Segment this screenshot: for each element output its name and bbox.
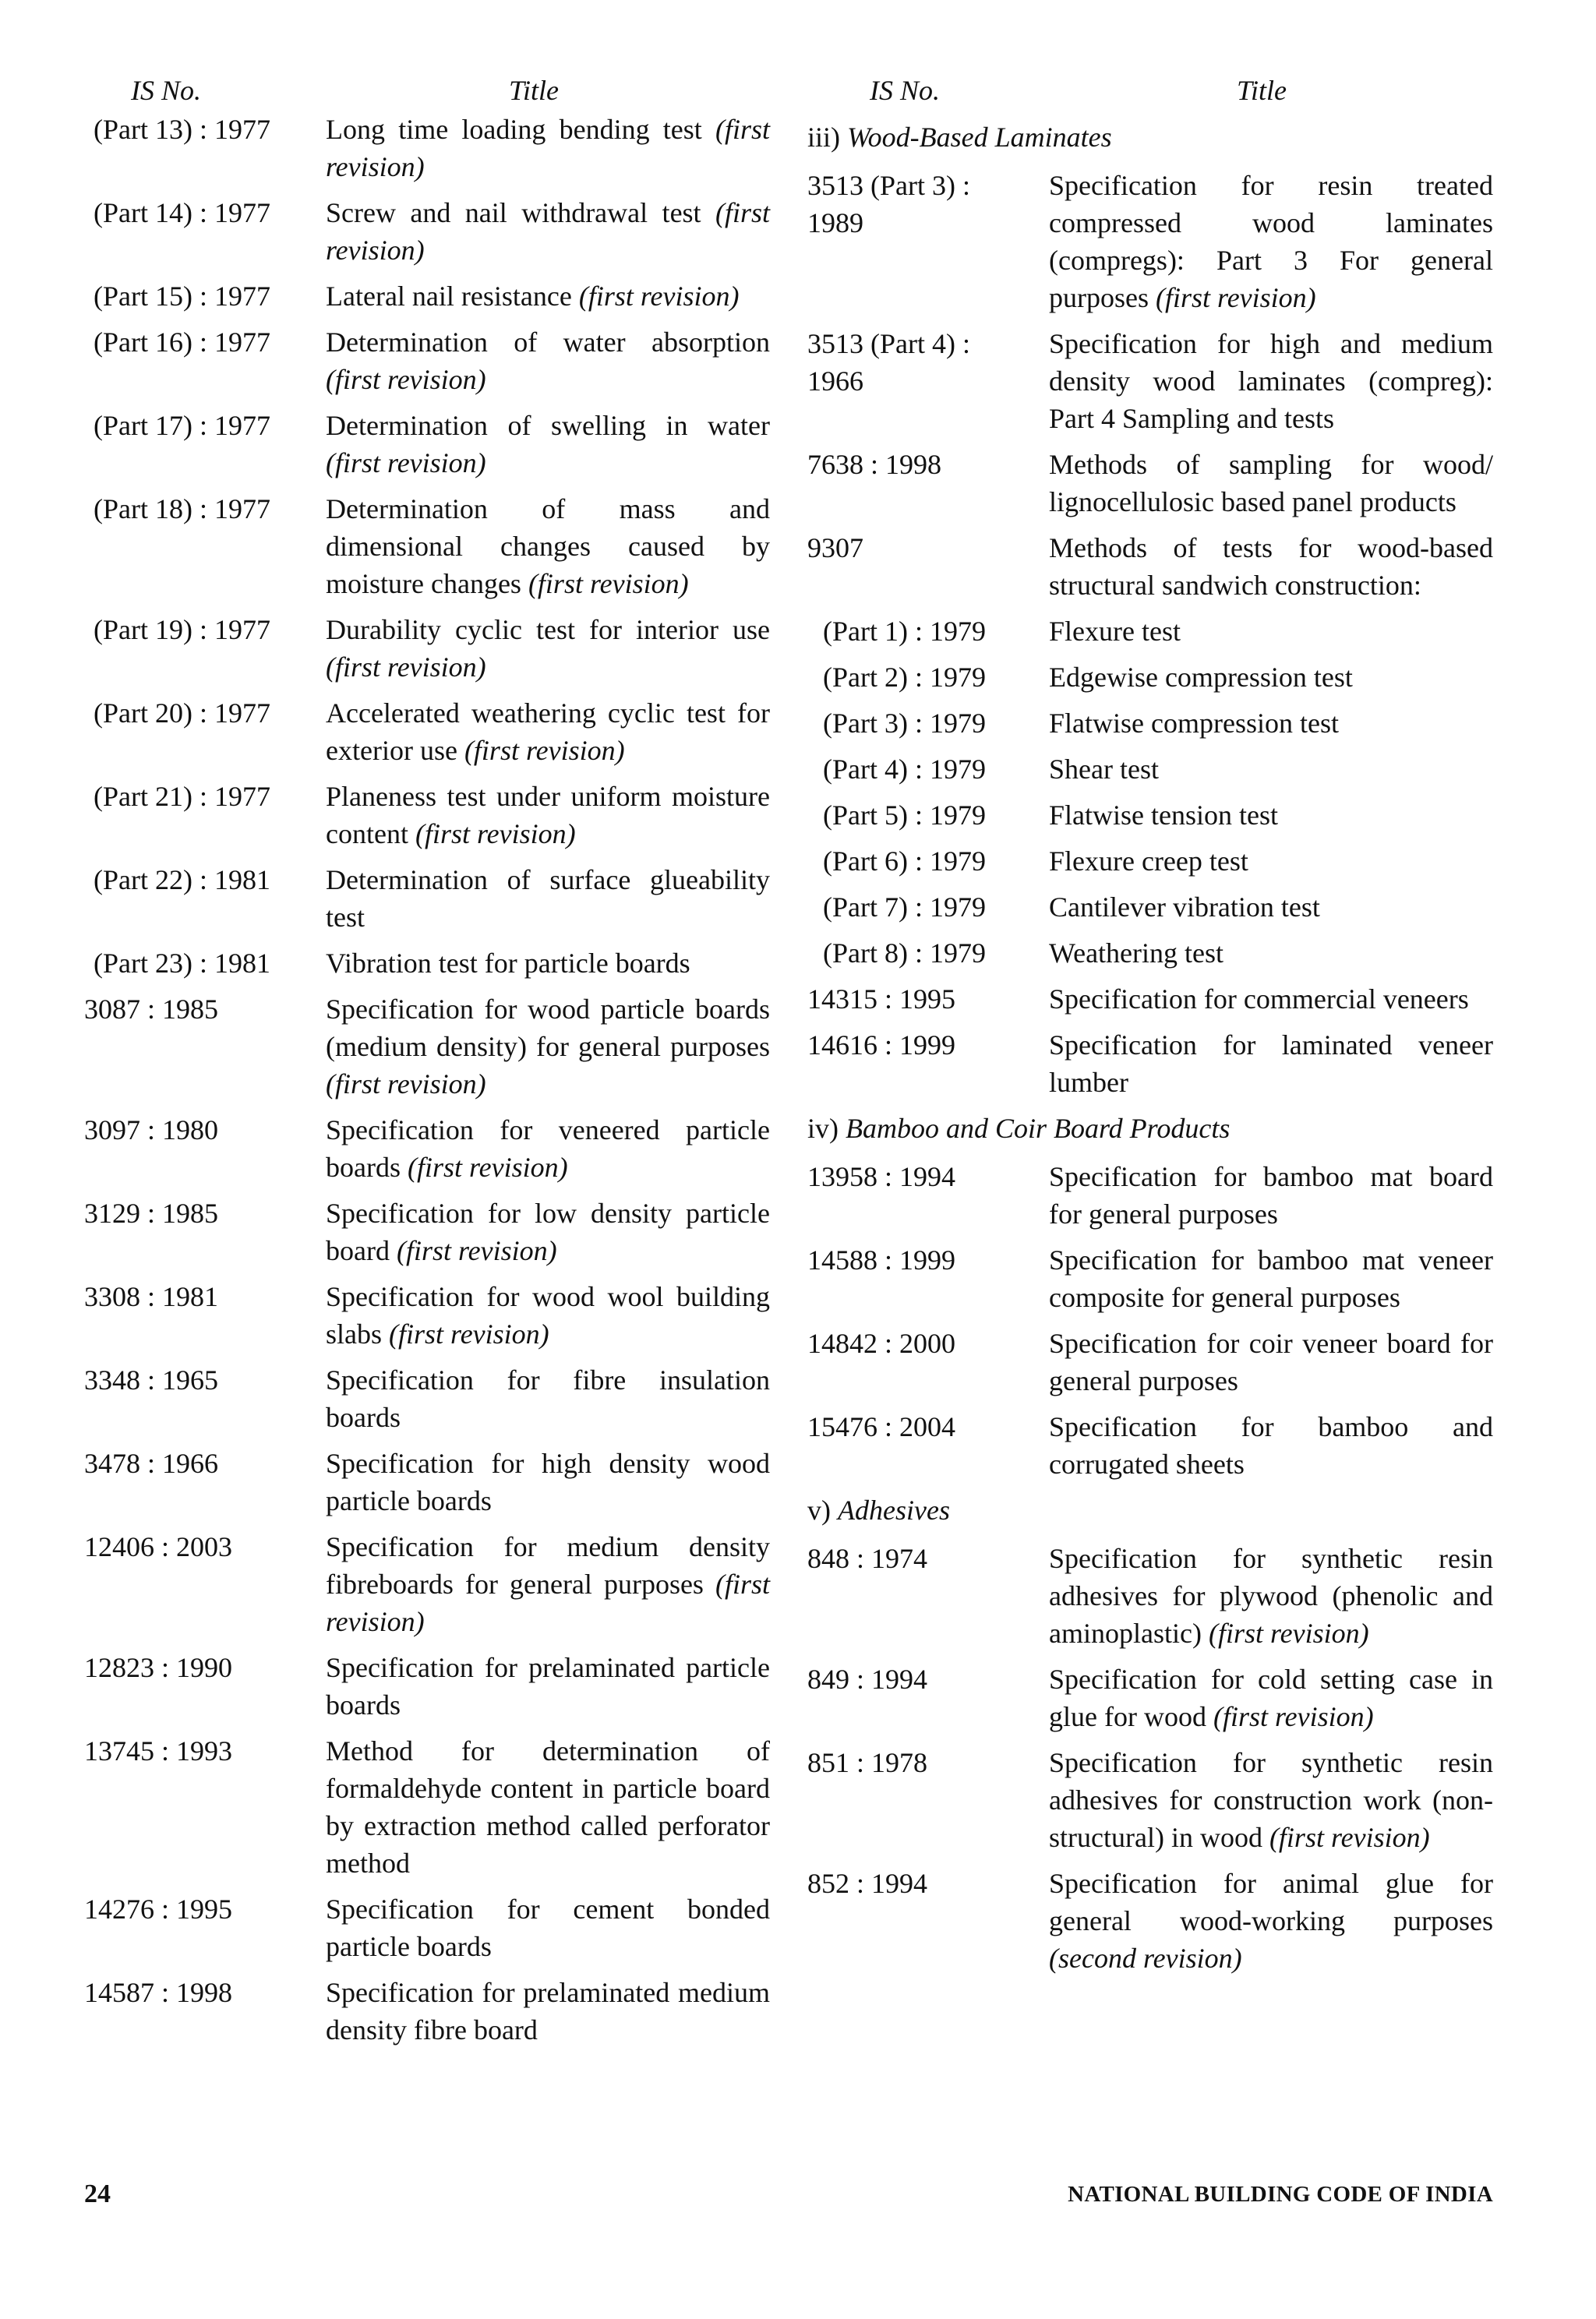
standard-number: 3478 : 1966 <box>84 1448 219 1479</box>
standard-number: 3513 (Part 3) : 1989 <box>807 170 970 238</box>
standard-title <box>1049 658 1493 696</box>
standard-entry <box>84 1890 770 1965</box>
revision-note: (first revision) <box>326 447 486 478</box>
standard-number: 3129 : 1985 <box>84 1198 219 1229</box>
standard-number: (Part 14) : 1977 <box>94 197 270 228</box>
standard-entry <box>84 1974 770 2049</box>
revision-note: (first revision) <box>326 364 486 395</box>
standard-number: (Part 6) : 1979 <box>823 845 986 877</box>
section-number: iv) <box>807 1113 839 1144</box>
standard-title <box>1049 1540 1493 1652</box>
standard-entry <box>807 888 1493 926</box>
title-heading: Title <box>509 75 560 106</box>
standard-title <box>1049 1158 1493 1233</box>
standard-title <box>1049 446 1493 521</box>
revision-note: (first revision) <box>1156 282 1316 313</box>
section-heading <box>807 118 1493 156</box>
section-number: v) <box>807 1495 831 1526</box>
standard-number: 14842 : 2000 <box>807 1328 956 1359</box>
standard-title-text: Flexure creep test <box>1049 845 1248 877</box>
standard-title <box>326 194 770 269</box>
standard-title <box>326 944 770 982</box>
standard-entry <box>807 529 1493 604</box>
revision-note: (first revision) <box>326 114 771 182</box>
standard-title <box>326 1649 770 1724</box>
standard-title <box>326 490 770 602</box>
standard-number: 3308 : 1981 <box>84 1281 219 1312</box>
standard-number: 848 : 1974 <box>807 1543 928 1574</box>
standard-title <box>1049 1241 1493 1316</box>
standard-title <box>326 1732 770 1882</box>
left-standards-list <box>84 111 770 2049</box>
standard-number: 14616 : 1999 <box>807 1029 956 1061</box>
standard-title <box>1049 934 1493 972</box>
revision-note: (first revision) <box>1208 1618 1369 1649</box>
standard-title-text: Methods of sampling for wood/ lignocellulosic based panel products <box>1049 449 1493 517</box>
standard-title-text: Specification for cold setting case in glue for wood <box>1049 1664 1493 1732</box>
standard-title <box>1049 842 1493 880</box>
standard-entry <box>84 944 770 982</box>
standard-entry <box>807 980 1493 1018</box>
standard-title-text: Specification for medium density fibreboards for general purposes <box>326 1531 770 1600</box>
standard-title-text: Specification for cement bonded particle boards <box>326 1894 770 1962</box>
standard-entry <box>807 1744 1493 1856</box>
standard-entry <box>807 167 1493 316</box>
standard-title-text: Specification for resin treated compressed wood laminates (compregs): Part 3 For general purposes <box>1049 170 1493 313</box>
standard-number: (Part 21) : 1977 <box>94 781 270 812</box>
standard-number: (Part 23) : 1981 <box>94 948 270 979</box>
standard-entry <box>84 1195 770 1269</box>
standard-title <box>1049 167 1493 316</box>
standard-title-text: Specification for commercial veneers <box>1049 983 1469 1015</box>
standard-entry <box>807 1158 1493 1233</box>
standard-entry <box>807 1325 1493 1400</box>
standard-title-text: Specification for fibre insulation boards <box>326 1364 770 1433</box>
standard-title-text: Specification for synthetic resin adhesives for construction work (non-structural) in wood <box>1049 1747 1493 1853</box>
standard-entry <box>807 842 1493 880</box>
standard-number: 14276 : 1995 <box>84 1894 233 1925</box>
standard-title <box>1049 1744 1493 1856</box>
standard-number: 13745 : 1993 <box>84 1735 233 1767</box>
standard-entry <box>807 658 1493 696</box>
standard-number: 3513 (Part 4) : 1966 <box>807 328 970 397</box>
standard-entry <box>807 1540 1493 1652</box>
revision-note: (second revision) <box>1049 1943 1242 1974</box>
standard-entry <box>84 1528 770 1640</box>
standard-title-text: Flatwise tension test <box>1049 799 1278 831</box>
standard-entry <box>84 194 770 269</box>
right-standards-list <box>807 118 1493 1977</box>
section-title: Adhesives <box>838 1495 950 1526</box>
standard-entry <box>84 1649 770 1724</box>
standard-entry <box>84 611 770 686</box>
standard-title-text: Durability cyclic test for interior use <box>326 614 770 645</box>
standard-number: 14587 : 1998 <box>84 1977 233 2008</box>
standard-title <box>326 1445 770 1520</box>
publication-name: NATIONAL BUILDING CODE OF INDIA <box>1068 2182 1493 2207</box>
standard-entry <box>807 1661 1493 1735</box>
standard-title <box>326 1528 770 1640</box>
standard-number: (Part 16) : 1977 <box>94 326 270 358</box>
standard-number: 3348 : 1965 <box>84 1364 219 1396</box>
standard-title-text: Determination of swelling in water <box>326 410 770 441</box>
standard-title <box>326 861 770 936</box>
standard-number: (Part 19) : 1977 <box>94 614 270 645</box>
standard-title-text: Specification for prelaminated medium density fibre board <box>326 1977 770 2045</box>
revision-note: (first revision) <box>1269 1822 1430 1853</box>
left-column <box>84 72 770 2057</box>
standard-title <box>1049 750 1493 788</box>
right-column-header <box>807 72 1493 111</box>
is-no-heading: IS No. <box>131 75 201 106</box>
standard-title-text: Flatwise compression test <box>1049 708 1339 739</box>
standard-title <box>326 407 770 482</box>
standard-entry <box>807 325 1493 437</box>
is-no-heading: IS No. <box>870 75 940 106</box>
standard-title <box>1049 1865 1493 1977</box>
revision-note: (first revision) <box>578 281 740 312</box>
left-column-header <box>84 72 770 111</box>
standard-title-text: Determination of surface glueability test <box>326 864 770 933</box>
standard-number: (Part 2) : 1979 <box>823 662 986 693</box>
standard-number: 15476 : 2004 <box>807 1411 956 1442</box>
standard-title-text: Screw and nail withdrawal test <box>326 197 701 228</box>
standard-title <box>326 611 770 686</box>
standard-number: 13958 : 1994 <box>807 1161 956 1192</box>
standard-number: (Part 4) : 1979 <box>823 754 986 785</box>
standard-title-text: Specification for wood wool building slabs <box>326 1281 770 1350</box>
standard-title-text: Specification for animal glue for general wood-working purposes <box>1049 1868 1493 1936</box>
revision-note: (first revision) <box>326 1569 771 1637</box>
standard-title <box>1049 1325 1493 1400</box>
standard-entry <box>807 612 1493 650</box>
standard-title <box>1049 1026 1493 1101</box>
standard-title-text: Determination of water absorption <box>326 326 770 358</box>
standard-title <box>326 1890 770 1965</box>
standard-title-text: Specification for veneered particle boards <box>326 1114 770 1183</box>
standard-title <box>326 1278 770 1353</box>
standard-title-text: Specification for synthetic resin adhesives for plywood (phenolic and aminoplastic) <box>1049 1543 1493 1649</box>
revision-note: (first revision) <box>326 197 770 266</box>
title-heading: Title <box>1237 75 1287 106</box>
standard-entry <box>84 1361 770 1436</box>
standard-title-text: Method for determination of formaldehyde content in particle board by extraction method called perforator method <box>326 1735 770 1879</box>
standard-number: (Part 18) : 1977 <box>94 493 270 524</box>
standard-entry <box>84 694 770 769</box>
standard-number: (Part 1) : 1979 <box>823 616 986 647</box>
standard-title-text: Specification for high density wood particle boards <box>326 1448 770 1516</box>
standard-title-text: Lateral nail resistance <box>326 281 572 312</box>
standard-entry <box>807 1408 1493 1483</box>
standard-number: 14315 : 1995 <box>807 983 956 1015</box>
standard-title <box>326 694 770 769</box>
standard-entry <box>84 1732 770 1882</box>
standard-title-text: Vibration test for particle boards <box>326 948 690 979</box>
standard-entry <box>807 1241 1493 1316</box>
standard-title <box>1049 1661 1493 1735</box>
standard-number: (Part 15) : 1977 <box>94 281 270 312</box>
revision-note: (first revision) <box>528 568 689 599</box>
standard-number: 852 : 1994 <box>807 1868 928 1899</box>
standard-entry <box>807 750 1493 788</box>
revision-note: (first revision) <box>407 1152 568 1183</box>
standard-number: (Part 7) : 1979 <box>823 891 986 923</box>
standard-number: 12823 : 1990 <box>84 1652 233 1683</box>
standard-title <box>326 1974 770 2049</box>
standard-entry <box>84 1445 770 1520</box>
standard-entry <box>807 1026 1493 1101</box>
standard-title-text: Specification for wood particle boards (medium density) for general purposes <box>326 994 770 1062</box>
standard-title-text: Flexure test <box>1049 616 1181 647</box>
standard-title-text: Accelerated weathering cyclic test for exterior use <box>326 697 770 766</box>
standard-entry <box>84 861 770 936</box>
standard-title <box>326 778 770 852</box>
standard-title <box>326 1111 770 1186</box>
revision-note: (first revision) <box>464 735 625 766</box>
standard-title <box>326 277 770 315</box>
standard-title-text: Specification for bamboo and corrugated sheets <box>1049 1411 1493 1480</box>
standard-entry <box>807 934 1493 972</box>
standard-title <box>1049 888 1493 926</box>
standard-entry <box>84 1111 770 1186</box>
standard-title-text: Planeness test under uniform moisture content <box>326 781 770 849</box>
section-heading <box>807 1110 1493 1147</box>
standard-entry <box>807 704 1493 742</box>
standard-title-text: Determination of mass and dimensional changes caused by moisture changes <box>326 493 770 599</box>
standard-title <box>1049 1408 1493 1483</box>
standard-number: 849 : 1994 <box>807 1664 928 1695</box>
section-number: iii) <box>807 122 840 153</box>
standard-entry <box>84 1278 770 1353</box>
standard-number: 14588 : 1999 <box>807 1244 956 1276</box>
standard-number: (Part 3) : 1979 <box>823 708 986 739</box>
standard-title <box>326 1195 770 1269</box>
standard-number: (Part 22) : 1981 <box>94 864 270 895</box>
standard-title <box>326 990 770 1103</box>
standard-entry <box>807 446 1493 521</box>
standard-title <box>1049 529 1493 604</box>
revision-note: (first revision) <box>326 651 486 683</box>
standard-entry <box>84 490 770 602</box>
standard-number: 3087 : 1985 <box>84 994 219 1025</box>
standard-entry <box>84 111 770 185</box>
section-title: Wood-Based Laminates <box>847 122 1112 153</box>
standard-title <box>326 111 770 185</box>
revision-note: (first revision) <box>396 1235 557 1266</box>
standard-number: (Part 20) : 1977 <box>94 697 270 729</box>
standard-entry <box>807 1865 1493 1977</box>
revision-note: (first revision) <box>389 1318 549 1350</box>
standard-title <box>1049 796 1493 834</box>
standard-title-text: Long time loading bending test <box>326 114 702 145</box>
standard-title-text: Specification for bamboo mat veneer composite for general purposes <box>1049 1244 1493 1313</box>
page-number: 24 <box>84 2180 111 2208</box>
standard-entry <box>807 796 1493 834</box>
standard-title-text: Cantilever vibration test <box>1049 891 1320 923</box>
standard-number: 851 : 1978 <box>807 1747 928 1778</box>
revision-note: (first revision) <box>326 1068 486 1099</box>
section-heading <box>807 1491 1493 1529</box>
standard-entry <box>84 407 770 482</box>
standard-entry <box>84 277 770 315</box>
standard-title-text: Specification for bamboo mat board for general purposes <box>1049 1161 1493 1230</box>
standard-title <box>1049 612 1493 650</box>
standard-title-text: Edgewise compression test <box>1049 662 1353 693</box>
revision-note: (first revision) <box>1213 1701 1374 1732</box>
standard-number: 9307 <box>807 532 863 563</box>
standard-title-text: Methods of tests for wood-based structural sandwich construction: <box>1049 532 1493 601</box>
standard-title <box>1049 980 1493 1018</box>
standard-title-text: Specification for high and medium density wood laminates (compreg): Part 4 Sampling and tests <box>1049 328 1493 434</box>
standard-title-text: Shear test <box>1049 754 1159 785</box>
standard-title-text: Specification for prelaminated particle boards <box>326 1652 770 1721</box>
section-title: Bamboo and Coir Board Products <box>846 1113 1231 1144</box>
standard-entry <box>84 990 770 1103</box>
standard-title-text: Specification for low density particle board <box>326 1198 770 1266</box>
standard-title-text: Weathering test <box>1049 937 1224 969</box>
standard-title <box>1049 325 1493 437</box>
standard-title <box>326 1361 770 1436</box>
standard-number: 12406 : 2003 <box>84 1531 233 1562</box>
standard-number: (Part 5) : 1979 <box>823 799 986 831</box>
revision-note: (first revision) <box>415 818 576 849</box>
standard-number: (Part 17) : 1977 <box>94 410 270 441</box>
standard-title <box>326 323 770 398</box>
standard-number: 3097 : 1980 <box>84 1114 219 1145</box>
standard-title-text: Specification for coir veneer board for general purposes <box>1049 1328 1493 1396</box>
standard-title <box>1049 704 1493 742</box>
right-column <box>807 72 1493 1985</box>
page-footer <box>84 2176 1493 2215</box>
standard-entry <box>84 323 770 398</box>
standard-number: (Part 13) : 1977 <box>94 114 270 145</box>
standard-entry <box>84 778 770 852</box>
standard-number: 7638 : 1998 <box>807 449 942 480</box>
standard-number: (Part 8) : 1979 <box>823 937 986 969</box>
standard-title-text: Specification for laminated veneer lumber <box>1049 1029 1493 1098</box>
